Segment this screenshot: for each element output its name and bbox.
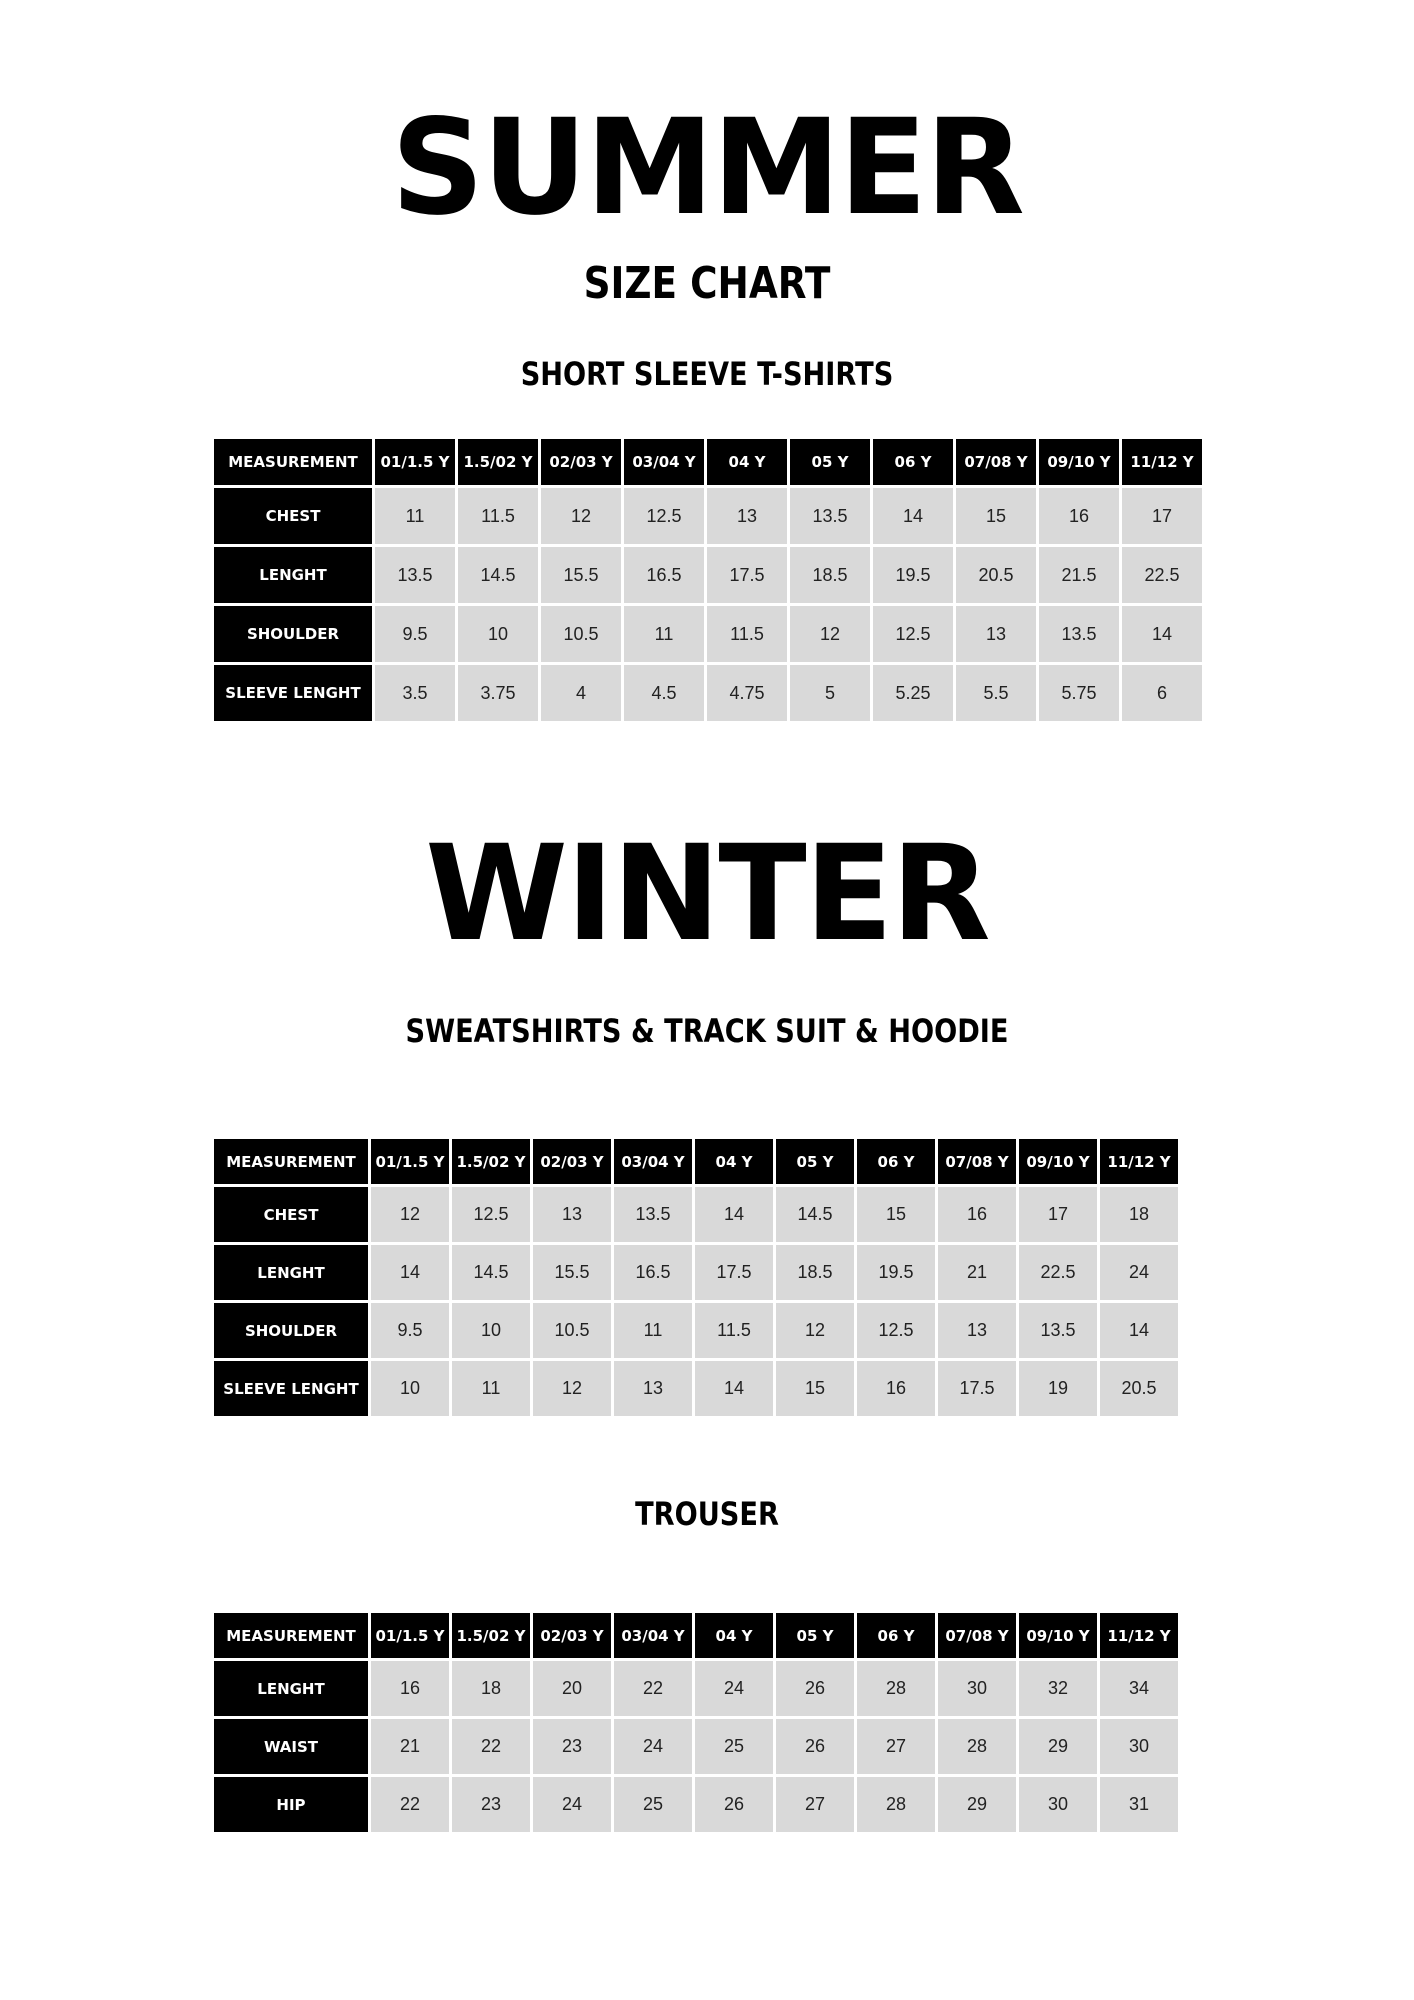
size-column-header: 04 Y [707, 439, 787, 485]
size-column-header: 03/04 Y [614, 1613, 692, 1658]
table-cell: 23 [533, 1719, 611, 1774]
table-cell: 17.5 [707, 547, 787, 603]
table-cell: 24 [614, 1719, 692, 1774]
table-cell: 30 [1019, 1777, 1097, 1832]
size-column-header: 05 Y [790, 439, 870, 485]
table-cell: 11.5 [695, 1303, 773, 1358]
table-header-row [214, 439, 1202, 485]
table-cell: 21 [371, 1719, 449, 1774]
table-cell: 11 [614, 1303, 692, 1358]
table-cell: 10 [458, 606, 538, 662]
table-cell: 10.5 [533, 1303, 611, 1358]
size-column-header: 1.5/02 Y [458, 439, 538, 485]
table-cell: 14.5 [452, 1245, 530, 1300]
row-label: HIP [214, 1777, 368, 1832]
table-cell: 5.5 [956, 665, 1036, 721]
table-row [214, 1245, 1178, 1300]
table-cell: 5.75 [1039, 665, 1119, 721]
table-cell: 22 [371, 1777, 449, 1832]
table-cell: 13 [614, 1361, 692, 1416]
table-row [214, 1361, 1178, 1416]
table-cell: 16 [371, 1661, 449, 1716]
table-row [214, 1777, 1178, 1832]
table-cell: 15 [956, 488, 1036, 544]
table-row [214, 1187, 1178, 1242]
table-row [214, 1303, 1178, 1358]
table-cell: 15 [857, 1187, 935, 1242]
table-cell: 25 [614, 1777, 692, 1832]
row-label: WAIST [214, 1719, 368, 1774]
table-cell: 19.5 [857, 1245, 935, 1300]
row-label: LENGHT [214, 1661, 368, 1716]
table-cell: 17 [1122, 488, 1202, 544]
table-cell: 12 [533, 1361, 611, 1416]
table-cell: 16.5 [624, 547, 704, 603]
table-row [214, 488, 1202, 544]
table-cell: 15.5 [533, 1245, 611, 1300]
table-cell: 14 [371, 1245, 449, 1300]
table-row [214, 606, 1202, 662]
table-cell: 21.5 [1039, 547, 1119, 603]
sweatshirts-section-title: SWEATSHIRTS & TRACK SUIT & HOODIE [405, 1012, 1009, 1050]
table-header-row [214, 1139, 1178, 1184]
size-column-header: 02/03 Y [533, 1139, 611, 1184]
table-cell: 12 [371, 1187, 449, 1242]
table-cell: 10.5 [541, 606, 621, 662]
size-column-header: 05 Y [776, 1139, 854, 1184]
table-cell: 32 [1019, 1661, 1097, 1716]
table-cell: 26 [776, 1661, 854, 1716]
size-column-header: 02/03 Y [541, 439, 621, 485]
row-label: CHEST [214, 1187, 368, 1242]
table-cell: 18.5 [776, 1245, 854, 1300]
table-cell: 18 [1100, 1187, 1178, 1242]
table-cell: 22.5 [1122, 547, 1202, 603]
table-cell: 20.5 [956, 547, 1036, 603]
table-cell: 13 [956, 606, 1036, 662]
table-cell: 11 [624, 606, 704, 662]
table-cell: 12 [541, 488, 621, 544]
table-cell: 14 [873, 488, 953, 544]
table-cell: 13 [533, 1187, 611, 1242]
row-label: SLEEVE LENGHT [214, 665, 372, 721]
table-cell: 21 [938, 1245, 1016, 1300]
table-cell: 28 [938, 1719, 1016, 1774]
size-column-header: 04 Y [695, 1613, 773, 1658]
table-cell: 13.5 [790, 488, 870, 544]
trouser-size-table [211, 1610, 1181, 1835]
table-cell: 11.5 [707, 606, 787, 662]
size-column-header: 03/04 Y [614, 1139, 692, 1184]
size-column-header: 06 Y [873, 439, 953, 485]
size-column-header: 1.5/02 Y [452, 1613, 530, 1658]
table-header-row [214, 1613, 1178, 1658]
table-cell: 20 [533, 1661, 611, 1716]
size-column-header: 06 Y [857, 1613, 935, 1658]
size-column-header: 11/12 Y [1122, 439, 1202, 485]
table-cell: 25 [695, 1719, 773, 1774]
table-cell: 22 [452, 1719, 530, 1774]
summer-title: SUMMER [391, 91, 1023, 245]
table-cell: 11.5 [458, 488, 538, 544]
table-cell: 5.25 [873, 665, 953, 721]
table-cell: 4.75 [707, 665, 787, 721]
table-cell: 14 [1100, 1303, 1178, 1358]
table-cell: 31 [1100, 1777, 1178, 1832]
table-cell: 3.5 [375, 665, 455, 721]
table-cell: 17.5 [938, 1361, 1016, 1416]
table-cell: 12.5 [857, 1303, 935, 1358]
table-cell: 11 [375, 488, 455, 544]
table-cell: 12.5 [873, 606, 953, 662]
size-column-header: 01/1.5 Y [375, 439, 455, 485]
table-cell: 23 [452, 1777, 530, 1832]
table-cell: 12.5 [452, 1187, 530, 1242]
table-cell: 6 [1122, 665, 1202, 721]
table-cell: 29 [1019, 1719, 1097, 1774]
table-cell: 16 [938, 1187, 1016, 1242]
table-cell: 13 [938, 1303, 1016, 1358]
size-column-header: 09/10 Y [1019, 1139, 1097, 1184]
table-cell: 13 [707, 488, 787, 544]
table-cell: 11 [452, 1361, 530, 1416]
table-cell: 27 [857, 1719, 935, 1774]
row-label: LENGHT [214, 1245, 368, 1300]
table-row [214, 547, 1202, 603]
size-column-header: 11/12 Y [1100, 1613, 1178, 1658]
table-cell: 28 [857, 1777, 935, 1832]
table-cell: 34 [1100, 1661, 1178, 1716]
row-label: SLEEVE LENGHT [214, 1361, 368, 1416]
table-cell: 22.5 [1019, 1245, 1097, 1300]
measurement-header: MEASUREMENT [214, 1613, 368, 1658]
table-cell: 9.5 [375, 606, 455, 662]
table-cell: 12 [790, 606, 870, 662]
table-cell: 24 [1100, 1245, 1178, 1300]
table-cell: 16.5 [614, 1245, 692, 1300]
table-row [214, 1661, 1178, 1716]
size-column-header: 05 Y [776, 1613, 854, 1658]
size-column-header: 02/03 Y [533, 1613, 611, 1658]
table-cell: 30 [1100, 1719, 1178, 1774]
trouser-section-title: TROUSER [635, 1495, 779, 1533]
size-column-header: 07/08 Y [938, 1139, 1016, 1184]
table-cell: 27 [776, 1777, 854, 1832]
size-column-header: 01/1.5 Y [371, 1139, 449, 1184]
table-cell: 24 [533, 1777, 611, 1832]
table-cell: 13.5 [1019, 1303, 1097, 1358]
table-cell: 29 [938, 1777, 1016, 1832]
table-cell: 12 [776, 1303, 854, 1358]
table-cell: 18 [452, 1661, 530, 1716]
table-cell: 10 [452, 1303, 530, 1358]
size-column-header: 06 Y [857, 1139, 935, 1184]
table-cell: 28 [857, 1661, 935, 1716]
short-sleeve-section-title: SHORT SLEEVE T-SHIRTS [520, 355, 894, 393]
table-cell: 14.5 [776, 1187, 854, 1242]
table-cell: 26 [776, 1719, 854, 1774]
table-row [214, 665, 1202, 721]
table-cell: 13.5 [1039, 606, 1119, 662]
table-cell: 14.5 [458, 547, 538, 603]
size-column-header: 07/08 Y [938, 1613, 1016, 1658]
table-cell: 26 [695, 1777, 773, 1832]
row-label: LENGHT [214, 547, 372, 603]
row-label: SHOULDER [214, 606, 372, 662]
table-cell: 13.5 [614, 1187, 692, 1242]
size-column-header: 11/12 Y [1100, 1139, 1178, 1184]
table-cell: 24 [695, 1661, 773, 1716]
table-cell: 19.5 [873, 547, 953, 603]
table-cell: 19 [1019, 1361, 1097, 1416]
table-cell: 9.5 [371, 1303, 449, 1358]
table-cell: 16 [1039, 488, 1119, 544]
table-cell: 3.75 [458, 665, 538, 721]
size-column-header: 01/1.5 Y [371, 1613, 449, 1658]
row-label: CHEST [214, 488, 372, 544]
table-cell: 18.5 [790, 547, 870, 603]
table-cell: 4 [541, 665, 621, 721]
table-row [214, 1719, 1178, 1774]
table-cell: 15.5 [541, 547, 621, 603]
size-column-header: 09/10 Y [1039, 439, 1119, 485]
winter-size-table [211, 1136, 1181, 1419]
table-cell: 5 [790, 665, 870, 721]
table-cell: 13.5 [375, 547, 455, 603]
row-label: SHOULDER [214, 1303, 368, 1358]
table-cell: 20.5 [1100, 1361, 1178, 1416]
measurement-header: MEASUREMENT [214, 439, 372, 485]
table-cell: 12.5 [624, 488, 704, 544]
table-cell: 17.5 [695, 1245, 773, 1300]
table-cell: 14 [1122, 606, 1202, 662]
table-cell: 14 [695, 1187, 773, 1242]
table-cell: 17 [1019, 1187, 1097, 1242]
size-column-header: 04 Y [695, 1139, 773, 1184]
table-cell: 10 [371, 1361, 449, 1416]
table-cell: 4.5 [624, 665, 704, 721]
size-column-header: 07/08 Y [956, 439, 1036, 485]
table-cell: 22 [614, 1661, 692, 1716]
table-cell: 16 [857, 1361, 935, 1416]
table-cell: 30 [938, 1661, 1016, 1716]
measurement-header: MEASUREMENT [214, 1139, 368, 1184]
summer-size-table [211, 436, 1205, 724]
size-column-header: 1.5/02 Y [452, 1139, 530, 1184]
table-cell: 15 [776, 1361, 854, 1416]
table-cell: 14 [695, 1361, 773, 1416]
size-chart-subtitle: SIZE CHART [583, 258, 831, 309]
size-column-header: 03/04 Y [624, 439, 704, 485]
winter-title: WINTER [425, 817, 989, 971]
size-column-header: 09/10 Y [1019, 1613, 1097, 1658]
